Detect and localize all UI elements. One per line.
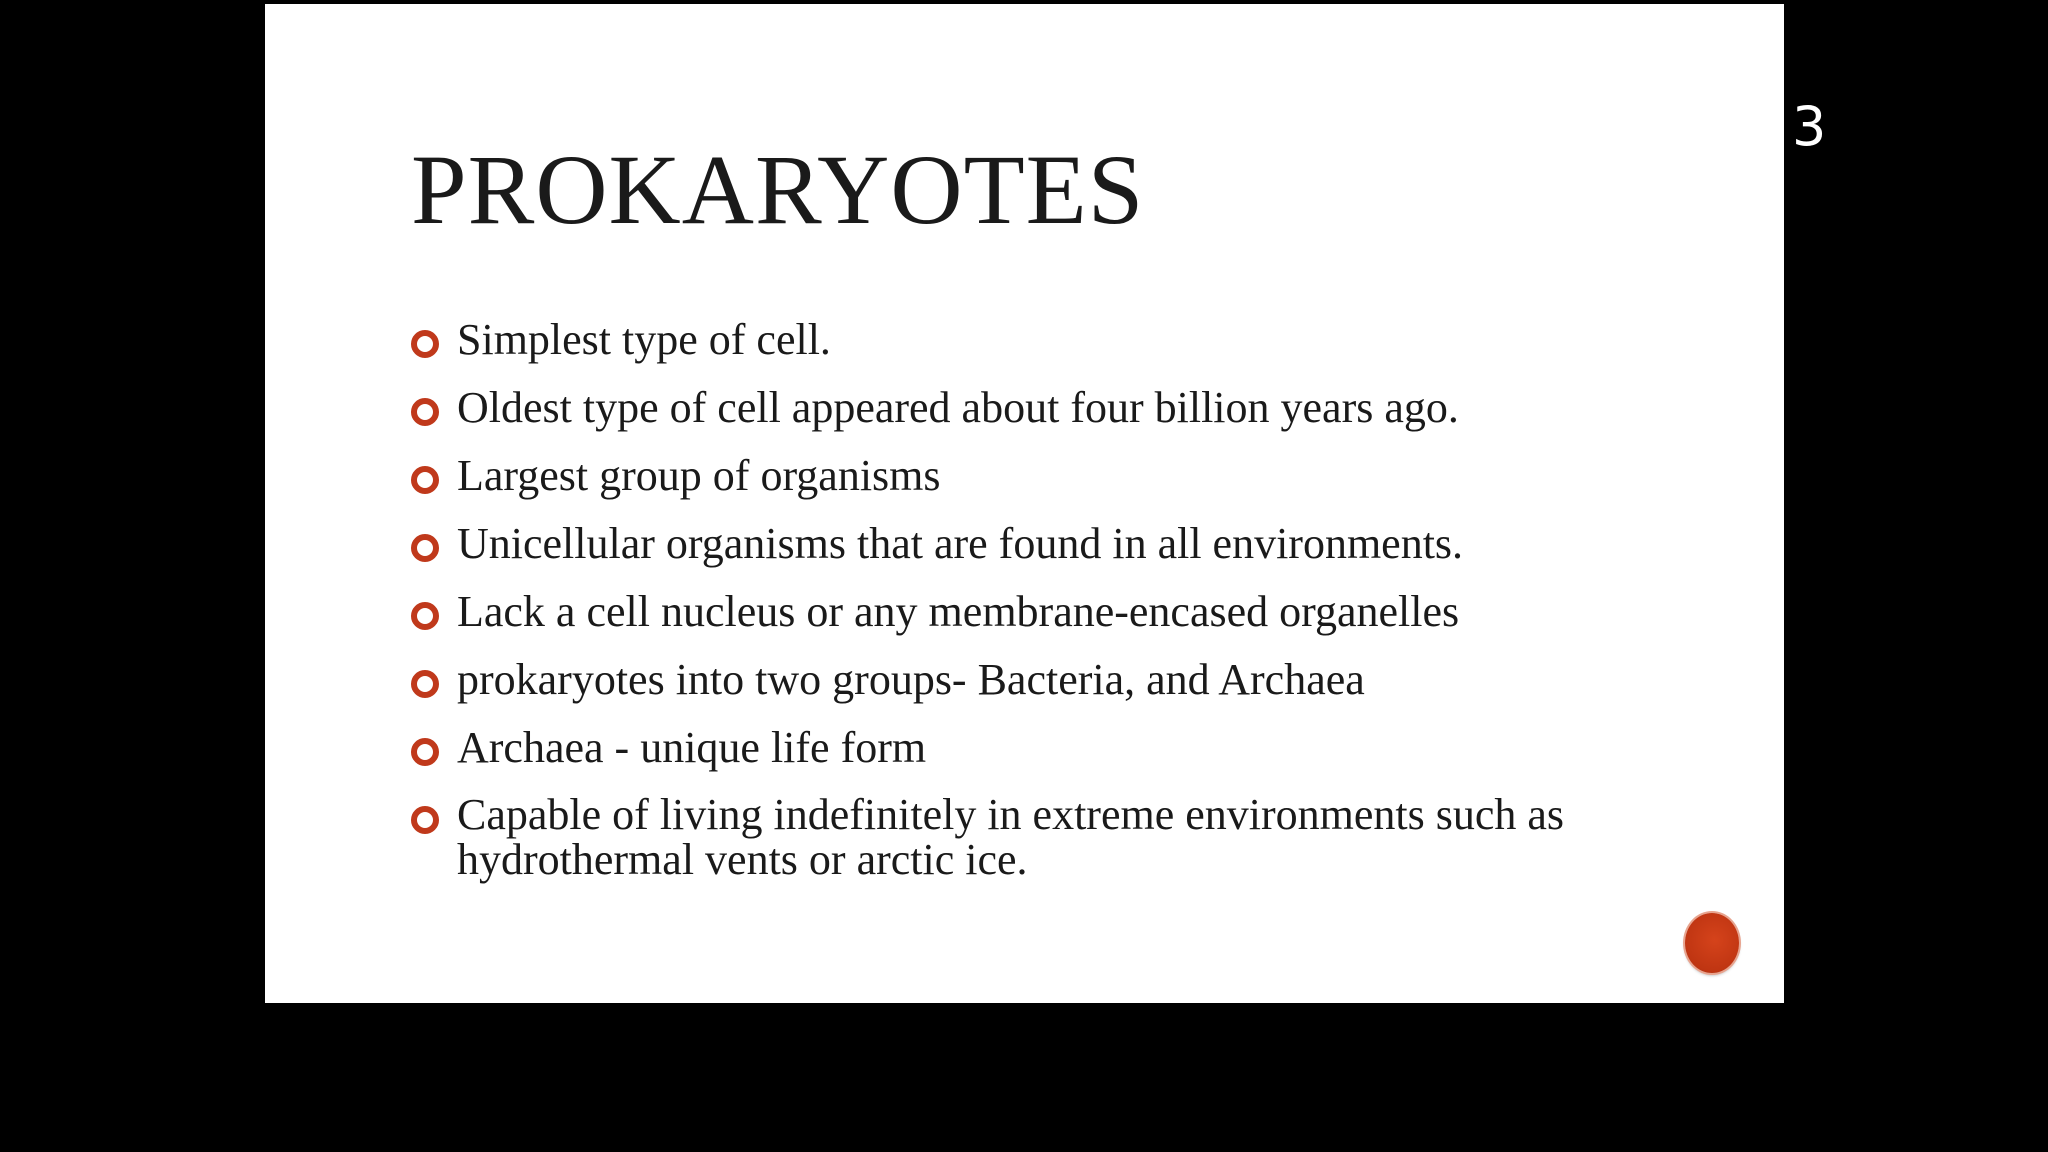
bullet-text: Lack a cell nucleus or any membrane-encased organelles bbox=[457, 587, 1460, 636]
list-item bbox=[411, 792, 1711, 882]
ring-bullet-icon bbox=[411, 738, 439, 766]
bullet-text: Simplest type of cell. bbox=[457, 315, 831, 364]
bullet-text: Capable of living indefinitely in extreme environments such as hydrothermal vents or arctic ice. bbox=[457, 790, 1565, 884]
list-item bbox=[411, 656, 1711, 704]
ring-bullet-icon bbox=[411, 670, 439, 698]
bullet-text: Archaea - unique life form bbox=[457, 723, 927, 772]
ring-bullet-icon bbox=[411, 398, 439, 426]
list-item bbox=[411, 588, 1711, 636]
ring-bullet-icon bbox=[411, 466, 439, 494]
red-circle-button-icon[interactable] bbox=[1685, 913, 1739, 973]
bullet-text: Largest group of organisms bbox=[457, 451, 941, 500]
list-item bbox=[411, 316, 1711, 364]
list-item bbox=[411, 520, 1711, 568]
list-item bbox=[411, 724, 1711, 772]
ring-bullet-icon bbox=[411, 806, 439, 834]
bullet-text: prokaryotes into two groups- Bacteria, and Archaea bbox=[457, 655, 1365, 704]
ring-bullet-icon bbox=[411, 534, 439, 562]
slide-title: PROKARYOTES bbox=[411, 134, 1145, 245]
ring-bullet-icon bbox=[411, 330, 439, 358]
list-item bbox=[411, 452, 1711, 500]
list-item bbox=[411, 384, 1711, 432]
bullet-list bbox=[411, 316, 1711, 902]
bullet-text: Unicellular organisms that are found in all environments. bbox=[457, 519, 1464, 568]
slide-canvas bbox=[265, 4, 1784, 1003]
ring-bullet-icon bbox=[411, 602, 439, 630]
page-number: 3 bbox=[1792, 95, 1827, 158]
bullet-text: Oldest type of cell appeared about four billion years ago. bbox=[457, 383, 1459, 432]
